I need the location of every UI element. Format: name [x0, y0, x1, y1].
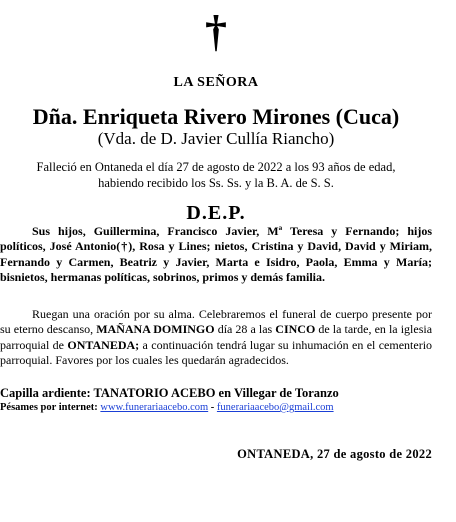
- dep-heading: D.E.P.: [186, 202, 246, 224]
- funeral-text-1: Ruegan una oración por su alma. Celebraremos el funeral de cuerpo presente por su eterno descanso,: [0, 307, 432, 337]
- funeral-text-4: a continuación tendrá lugar su inhumación en el cementerio parroquial. Favores por los cuales les quedarán agradecidos.: [0, 337, 433, 368]
- funeral-hour: CINCO: [275, 322, 316, 337]
- condolences-separator: -: [210, 402, 215, 413]
- funeral-text-3: de la tarde, en la iglesia parroquial de: [0, 322, 433, 352]
- chapel-line: Capilla ardiente: TANATORIO ACEBO en Villegar de Toranzo: [0, 386, 339, 400]
- heading: LA SEÑORA: [173, 75, 259, 90]
- family-paragraph: Sus hijos, Guillermina, Francisco Javier, Mª Teresa y Fernando; hijos políticos, José Antonio(†), Rosa y Lines; nietos, Cristina y David, David y Miriam, Fernando y Carmen, Beatriz y Javier, Marta e Isidro, Paola, Emma y María; bisnietos, hermanas políticas, sobrinos, primos y demás familia.: [0, 224, 432, 285]
- email-link[interactable]: funerariaacebo@gmail.com: [216, 402, 334, 413]
- widow-of: (Vda. de D. Javier Cullía Riancho): [97, 129, 335, 148]
- condolences-line: [0, 402, 334, 413]
- dateline: ONTANEDA, 27 de agosto de 2022: [237, 447, 432, 461]
- funeral-day: MAÑANA DOMINGO: [96, 322, 215, 337]
- deceased-name: Dña. Enriqueta Rivero Mirones (Cuca): [32, 104, 400, 129]
- website-link[interactable]: www.funerariaacebo.com: [100, 402, 209, 413]
- funeral-paragraph: [0, 307, 432, 369]
- funeral-place: ONTANEDA;: [67, 337, 140, 352]
- death-notice: [0, 159, 432, 191]
- death-line-1: Falleció en Ontaneda el día 27 de agosto de 2022 a los 93 años de edad,: [36, 160, 396, 174]
- condolences-label: Pésames por internet:: [0, 402, 98, 413]
- death-line-2: habiendo recibido los Ss. Ss. y la B. A. de S. S.: [98, 176, 334, 190]
- cross-icon: †: [205, 7, 227, 56]
- funeral-text-2: día 28 a las: [217, 322, 273, 337]
